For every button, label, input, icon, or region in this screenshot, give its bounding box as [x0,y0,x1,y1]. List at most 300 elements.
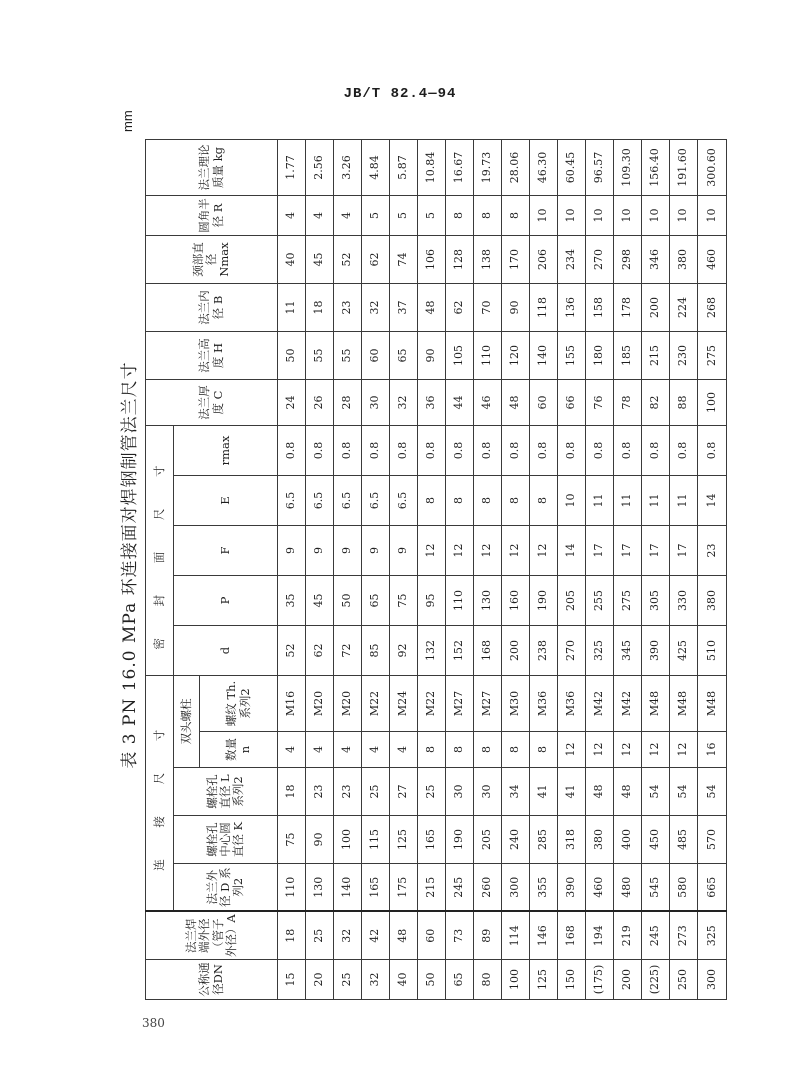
table-row [530,140,558,1000]
cell-mass: 19.73 [474,140,502,196]
cell-d-outer: 140 [334,864,362,912]
cell-l: 25 [418,768,446,816]
cell-n: 4 [278,732,306,768]
cell-rmax: 0.8 [698,426,727,476]
col-header-e: E [174,476,278,526]
cell-d: 62 [306,626,334,676]
cell-th: M16 [278,676,306,732]
cell-k: 240 [502,816,530,864]
cell-nmax: 460 [698,236,727,284]
cell-c: 66 [558,380,586,426]
unit-label: mm [120,110,135,132]
cell-nmax: 52 [334,236,362,284]
cell-d: 238 [530,626,558,676]
table-row [502,140,530,1000]
cell-a: 114 [502,912,530,960]
cell-rmax: 0.8 [530,426,558,476]
col-header-l: 螺栓孔直径 L 系列2 [174,768,278,816]
cell-rmax: 0.8 [278,426,306,476]
cell-d-outer: 390 [558,864,586,912]
cell-d: 510 [698,626,727,676]
cell-b: 178 [614,284,642,332]
cell-f: 9 [334,526,362,576]
cell-mass: 10.84 [418,140,446,196]
cell-d-outer: 260 [474,864,502,912]
cell-r: 10 [670,196,698,236]
cell-r: 5 [362,196,390,236]
cell-p: 110 [446,576,474,626]
cell-b: 37 [390,284,418,332]
cell-h: 110 [474,332,502,380]
table-row [418,140,446,1000]
cell-b: 32 [362,284,390,332]
cell-l: 54 [698,768,727,816]
cell-dn: 125 [530,960,558,1000]
cell-a: 146 [530,912,558,960]
cell-k: 380 [586,816,614,864]
cell-h: 65 [390,332,418,380]
cell-h: 155 [558,332,586,380]
cell-l: 23 [306,768,334,816]
cell-r: 10 [698,196,727,236]
cell-nmax: 138 [474,236,502,284]
cell-h: 55 [306,332,334,380]
cell-p: 160 [502,576,530,626]
cell-e: 6.5 [334,476,362,526]
cell-th: M24 [390,676,418,732]
cell-n: 12 [670,732,698,768]
cell-b: 158 [586,284,614,332]
cell-n: 12 [614,732,642,768]
cell-d-outer: 130 [306,864,334,912]
cell-h: 215 [642,332,670,380]
table-row [390,140,418,1000]
col-header-p: P [174,576,278,626]
cell-nmax: 170 [502,236,530,284]
cell-a: 42 [362,912,390,960]
cell-k: 285 [530,816,558,864]
cell-p: 65 [362,576,390,626]
cell-th: M22 [362,676,390,732]
cell-d: 132 [418,626,446,676]
cell-th: M48 [642,676,670,732]
cell-c: 28 [334,380,362,426]
cell-mass: 300.60 [698,140,727,196]
cell-l: 30 [474,768,502,816]
cell-f: 9 [362,526,390,576]
cell-rmax: 0.8 [390,426,418,476]
cell-dn: 50 [418,960,446,1000]
cell-d-outer: 545 [642,864,670,912]
cell-mass: 5.87 [390,140,418,196]
col-header-d: d [174,626,278,676]
cell-rmax: 0.8 [306,426,334,476]
cell-k: 115 [362,816,390,864]
cell-k: 400 [614,816,642,864]
cell-p: 305 [642,576,670,626]
table-row [586,140,614,1000]
cell-f: 12 [530,526,558,576]
table-caption: 表 3 PN 16.0 MPa 环连接面对焊钢制管法兰尺寸 [120,361,140,769]
cell-h: 60 [362,332,390,380]
page-number: 380 [142,1016,165,1030]
cell-a: 18 [278,912,306,960]
cell-n: 16 [698,732,727,768]
cell-b: 48 [418,284,446,332]
cell-r: 4 [278,196,306,236]
col-header-f: F [174,526,278,576]
cell-th: M30 [502,676,530,732]
table-row [474,140,502,1000]
cell-d: 52 [278,626,306,676]
cell-n: 4 [390,732,418,768]
cell-p: 255 [586,576,614,626]
cell-n: 12 [586,732,614,768]
cell-n: 12 [642,732,670,768]
cell-h: 230 [670,332,698,380]
cell-k: 570 [698,816,727,864]
cell-r: 10 [586,196,614,236]
cell-b: 90 [502,284,530,332]
cell-mass: 28.06 [502,140,530,196]
cell-n: 8 [474,732,502,768]
cell-p: 35 [278,576,306,626]
cell-l: 41 [558,768,586,816]
cell-l: 25 [362,768,390,816]
cell-l: 18 [278,768,306,816]
cell-dn: 300 [698,960,727,1000]
cell-n: 4 [334,732,362,768]
cell-n: 8 [446,732,474,768]
cell-c: 44 [446,380,474,426]
cell-th: M42 [614,676,642,732]
cell-l: 41 [530,768,558,816]
cell-nmax: 45 [306,236,334,284]
cell-a: 60 [418,912,446,960]
cell-e: 8 [418,476,446,526]
cell-rmax: 0.8 [670,426,698,476]
cell-f: 23 [698,526,727,576]
cell-b: 200 [642,284,670,332]
cell-b: 136 [558,284,586,332]
cell-p: 205 [558,576,586,626]
cell-r: 5 [390,196,418,236]
cell-f: 9 [278,526,306,576]
cell-e: 11 [586,476,614,526]
group-header-stud: 双头螺柱 [174,676,200,768]
cell-nmax: 270 [586,236,614,284]
cell-a: 194 [586,912,614,960]
cell-dn: 65 [446,960,474,1000]
cell-r: 10 [614,196,642,236]
cell-f: 17 [642,526,670,576]
cell-d-outer: 580 [670,864,698,912]
cell-c: 46 [474,380,502,426]
cell-mass: 156.40 [642,140,670,196]
cell-l: 54 [670,768,698,816]
cell-r: 8 [502,196,530,236]
cell-th: M27 [474,676,502,732]
cell-dn: 20 [306,960,334,1000]
cell-h: 180 [586,332,614,380]
cell-c: 30 [362,380,390,426]
cell-e: 11 [614,476,642,526]
cell-p: 130 [474,576,502,626]
cell-e: 10 [558,476,586,526]
cell-p: 380 [698,576,727,626]
cell-b: 70 [474,284,502,332]
cell-th: M20 [334,676,362,732]
cell-b: 11 [278,284,306,332]
cell-k: 75 [278,816,306,864]
cell-b: 268 [698,284,727,332]
cell-c: 82 [642,380,670,426]
cell-k: 485 [670,816,698,864]
cell-r: 5 [418,196,446,236]
cell-d-outer: 480 [614,864,642,912]
cell-r: 10 [642,196,670,236]
cell-r: 10 [558,196,586,236]
flange-dimensions-table [145,139,727,1000]
cell-e: 8 [446,476,474,526]
cell-mass: 191.60 [670,140,698,196]
col-header-th: 螺纹 Th. 系列2 [200,676,278,732]
cell-b: 224 [670,284,698,332]
cell-f: 9 [390,526,418,576]
cell-d: 425 [670,626,698,676]
cell-n: 4 [362,732,390,768]
cell-nmax: 106 [418,236,446,284]
table-row [698,140,727,1000]
cell-h: 275 [698,332,727,380]
cell-d: 85 [362,626,390,676]
cell-rmax: 0.8 [362,426,390,476]
cell-rmax: 0.8 [642,426,670,476]
cell-e: 14 [698,476,727,526]
col-header-h: 法兰高度 H [146,332,278,380]
cell-e: 8 [530,476,558,526]
cell-c: 88 [670,380,698,426]
cell-r: 8 [446,196,474,236]
cell-c: 78 [614,380,642,426]
cell-nmax: 298 [614,236,642,284]
table-row [558,140,586,1000]
cell-d: 200 [502,626,530,676]
table-row [614,140,642,1000]
cell-n: 4 [306,732,334,768]
cell-k: 165 [418,816,446,864]
cell-r: 10 [530,196,558,236]
table-row [334,140,362,1000]
cell-k: 125 [390,816,418,864]
cell-p: 45 [306,576,334,626]
cell-nmax: 206 [530,236,558,284]
cell-a: 89 [474,912,502,960]
cell-d: 390 [642,626,670,676]
cell-nmax: 62 [362,236,390,284]
cell-mass: 2.56 [306,140,334,196]
cell-th: M42 [586,676,614,732]
cell-th: M20 [306,676,334,732]
table-row [446,140,474,1000]
table-row [642,140,670,1000]
cell-nmax: 40 [278,236,306,284]
table-body [278,140,727,1000]
cell-dn: 40 [390,960,418,1000]
cell-d-outer: 665 [698,864,727,912]
cell-dn: 200 [614,960,642,1000]
cell-n: 8 [530,732,558,768]
cell-mass: 109.30 [614,140,642,196]
cell-h: 90 [418,332,446,380]
cell-h: 55 [334,332,362,380]
cell-f: 9 [306,526,334,576]
cell-f: 12 [418,526,446,576]
cell-mass: 3.26 [334,140,362,196]
cell-dn: 250 [670,960,698,1000]
cell-p: 75 [390,576,418,626]
cell-th: M48 [670,676,698,732]
cell-c: 76 [586,380,614,426]
cell-mass: 96.57 [586,140,614,196]
cell-dn: 100 [502,960,530,1000]
cell-p: 190 [530,576,558,626]
cell-d-outer: 245 [446,864,474,912]
cell-e: 6.5 [306,476,334,526]
table-row [670,140,698,1000]
col-header-a: 法兰焊端外径（管子外径）A [146,912,278,960]
cell-f: 14 [558,526,586,576]
cell-b: 62 [446,284,474,332]
cell-rmax: 0.8 [334,426,362,476]
cell-nmax: 234 [558,236,586,284]
cell-l: 48 [586,768,614,816]
cell-rmax: 0.8 [614,426,642,476]
cell-l: 23 [334,768,362,816]
cell-e: 6.5 [362,476,390,526]
col-header-d-outer: 法兰外径 D 系列2 [174,864,278,912]
col-header-n: 数量 n [200,732,278,768]
cell-l: 34 [502,768,530,816]
cell-nmax: 380 [670,236,698,284]
cell-e: 6.5 [278,476,306,526]
cell-e: 11 [642,476,670,526]
cell-d: 92 [390,626,418,676]
cell-c: 60 [530,380,558,426]
cell-k: 318 [558,816,586,864]
cell-f: 12 [474,526,502,576]
cell-nmax: 128 [446,236,474,284]
cell-rmax: 0.8 [586,426,614,476]
cell-k: 100 [334,816,362,864]
cell-p: 275 [614,576,642,626]
cell-rmax: 0.8 [418,426,446,476]
cell-d: 72 [334,626,362,676]
table-row [362,140,390,1000]
cell-p: 95 [418,576,446,626]
group-header-connection: 连 接 尺 寸 [146,676,174,912]
cell-f: 12 [502,526,530,576]
cell-th: M27 [446,676,474,732]
cell-d: 270 [558,626,586,676]
cell-th: M22 [418,676,446,732]
cell-n: 12 [558,732,586,768]
table-row [306,140,334,1000]
cell-dn: 32 [362,960,390,1000]
cell-k: 205 [474,816,502,864]
cell-nmax: 74 [390,236,418,284]
cell-c: 48 [502,380,530,426]
cell-th: M36 [530,676,558,732]
cell-mass: 46.30 [530,140,558,196]
standard-code-header: JB/T 82.4—94 [343,86,457,102]
cell-e: 11 [670,476,698,526]
cell-a: 219 [614,912,642,960]
cell-f: 17 [586,526,614,576]
cell-l: 48 [614,768,642,816]
cell-b: 23 [334,284,362,332]
cell-dn: (225) [642,960,670,1000]
cell-d-outer: 300 [502,864,530,912]
cell-th: M36 [558,676,586,732]
cell-c: 32 [390,380,418,426]
col-header-rmax: rmax [174,426,278,476]
cell-h: 120 [502,332,530,380]
cell-rmax: 0.8 [446,426,474,476]
cell-d-outer: 165 [362,864,390,912]
cell-c: 26 [306,380,334,426]
cell-mass: 4.84 [362,140,390,196]
cell-k: 190 [446,816,474,864]
cell-a: 168 [558,912,586,960]
cell-mass: 16.67 [446,140,474,196]
cell-mass: 60.45 [558,140,586,196]
cell-a: 48 [390,912,418,960]
cell-h: 50 [278,332,306,380]
cell-c: 24 [278,380,306,426]
cell-rmax: 0.8 [558,426,586,476]
cell-a: 25 [306,912,334,960]
cell-e: 8 [474,476,502,526]
col-header-b: 法兰内径 B [146,284,278,332]
cell-h: 185 [614,332,642,380]
cell-d-outer: 110 [278,864,306,912]
cell-d-outer: 175 [390,864,418,912]
cell-d: 168 [474,626,502,676]
cell-n: 8 [502,732,530,768]
cell-rmax: 0.8 [474,426,502,476]
col-header-r: 圆角半径 R [146,196,278,236]
cell-r: 4 [306,196,334,236]
cell-l: 30 [446,768,474,816]
cell-a: 325 [698,912,727,960]
rotated-table-page [115,100,718,1000]
cell-a: 32 [334,912,362,960]
cell-c: 100 [698,380,727,426]
cell-n: 8 [418,732,446,768]
cell-d: 345 [614,626,642,676]
cell-p: 330 [670,576,698,626]
cell-dn: 150 [558,960,586,1000]
cell-dn: 25 [334,960,362,1000]
cell-f: 17 [614,526,642,576]
cell-d: 152 [446,626,474,676]
cell-nmax: 346 [642,236,670,284]
cell-b: 18 [306,284,334,332]
cell-l: 27 [390,768,418,816]
cell-l: 54 [642,768,670,816]
cell-r: 4 [334,196,362,236]
